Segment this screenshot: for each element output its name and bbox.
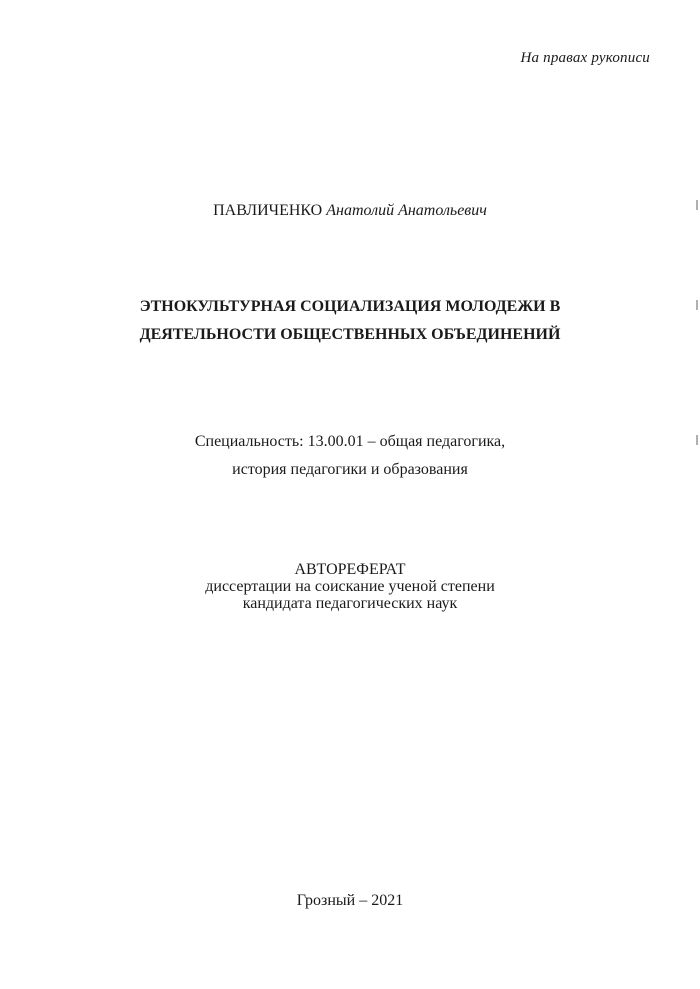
rights-note: На правах рукописи <box>520 50 650 66</box>
abstract-line-1: диссертации на соискание ученой степени <box>205 578 495 595</box>
place-year: Грозный – 2021 <box>296 892 404 909</box>
title-line-1: ЭТНОКУЛЬТУРНАЯ СОЦИАЛИЗАЦИЯ МОЛОДЕЖИ В <box>139 298 561 315</box>
scan-edge-marks <box>695 200 698 460</box>
specialty-line-1: Специальность: 13.00.01 – общая педагогика, <box>194 433 506 450</box>
abstract-heading: АВТОРЕФЕРАТ <box>294 561 406 578</box>
scan-edge-mark <box>696 435 698 445</box>
scan-edge-mark <box>696 300 698 310</box>
title-line-2: ДЕЯТЕЛЬНОСТИ ОБЩЕСТВЕННЫХ ОБЪЕДИНЕНИЙ <box>139 326 561 343</box>
author-name <box>0 202 700 220</box>
author-given-names: Анатолий Анатольевич <box>326 202 487 219</box>
specialty-block <box>0 428 700 484</box>
dissertation-title <box>0 293 700 349</box>
abstract-line-2: кандидата педагогических наук <box>242 595 458 612</box>
scan-edge-mark <box>696 200 698 210</box>
abstract-block <box>0 561 700 612</box>
author-surname: ПАВЛИЧЕНКО <box>213 202 323 219</box>
specialty-line-2: история педагогики и образования <box>232 461 468 478</box>
